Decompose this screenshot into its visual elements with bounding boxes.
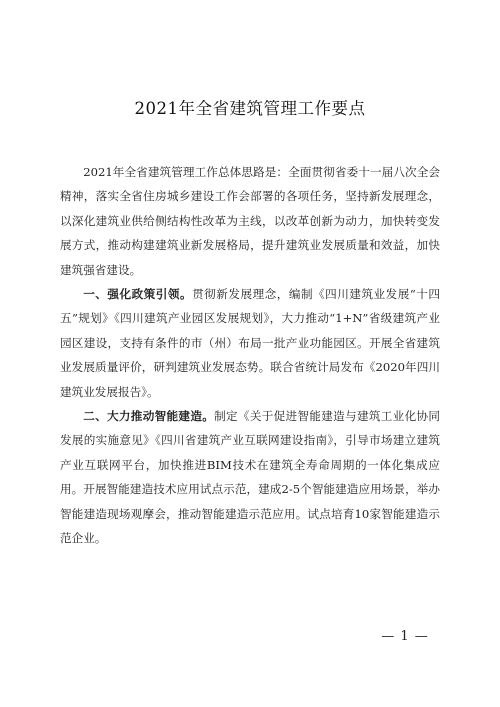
section-paragraph-1 (60, 282, 440, 404)
section-paragraph-2 (60, 404, 440, 550)
section-1-text: 贯彻新发展理念，编制《四川建筑业发展“十四五”规划》《四川建筑产业园区发展规划》，大力推动“1+N”省级建筑产业园区建设，支持有条件的市（州）布局一批产业功能园区。开展全省建筑业发展质量评价，研判建筑业发展态势。联合省统计局发布《2020年四川建筑业发展报告》。 (60, 287, 440, 399)
document-title: 2021年全省建筑管理工作要点 (134, 99, 366, 118)
intro-paragraph: 2021年全省建筑管理工作总体思路是：全面贯彻省委十一届八次全会精神，落实全省住房城乡建设工作会部署的各项任务，坚持新发展理念，以深化建筑业供给侧结构性改革为主线，以改革创新为动力，加快转变发展方式，推动构建建筑业新发展格局，提升建筑业发展质量和效益，加快建筑强省建设。 (60, 165, 440, 277)
page-number: — 1 — (381, 629, 429, 644)
section-1-heading: 一、强化政策引领。 (83, 287, 193, 302)
section-2-text: 制定《关于促进智能建造与建筑工业化协同发展的实施意见》《四川省建筑产业互联网建设指南》，引导市场建立建筑产业互联网平台，加快推进BIM技术在建筑全寿命周期的一体化集成应用。开展智能建造技术应用试点示范，建成2-5个智能建造应用场景，举办智能建造现场观摩会，推动智能建造示范应用。试点培育10家智能建造示范企业。 (60, 409, 440, 546)
document-body (60, 160, 440, 551)
section-2-heading: 二、大力推动智能建造。 (83, 409, 215, 424)
